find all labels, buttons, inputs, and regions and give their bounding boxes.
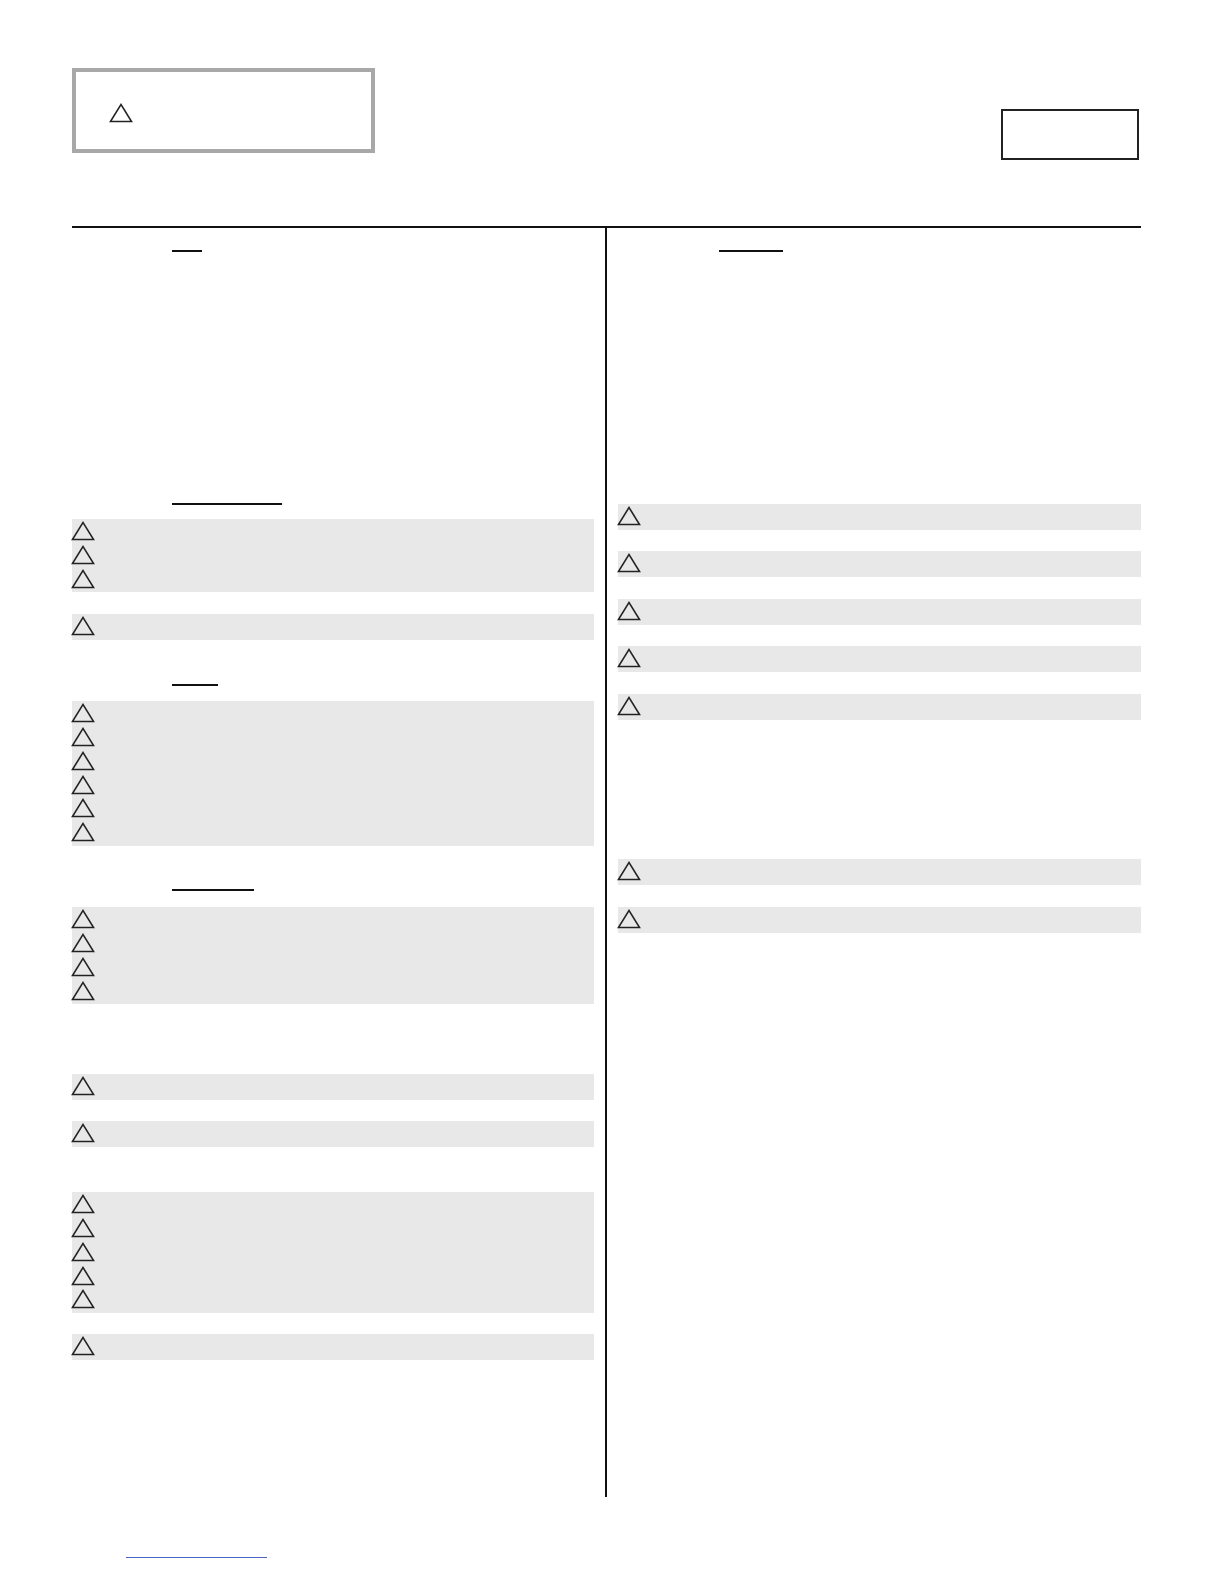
- section-heading-underline: [172, 684, 218, 686]
- warning-triangle-icon: [617, 648, 641, 668]
- section-heading-underline: [172, 503, 282, 505]
- warning-band: [72, 614, 594, 640]
- warning-triangle-icon: [617, 506, 641, 526]
- warning-triangle-icon: [109, 103, 133, 123]
- notice-box: [72, 68, 375, 153]
- warning-triangle-icon: [71, 521, 95, 541]
- warning-triangle-icon: [71, 1218, 95, 1238]
- warning-triangle-icon: [71, 957, 95, 977]
- warning-triangle-icon: [71, 909, 95, 929]
- warning-triangle-icon: [71, 1194, 95, 1214]
- warning-triangle-icon: [71, 1336, 95, 1356]
- warning-band: [72, 1074, 594, 1100]
- warning-band: [618, 859, 1141, 885]
- warning-band: [72, 907, 594, 1004]
- warning-triangle-icon: [71, 933, 95, 953]
- warning-triangle-icon: [71, 545, 95, 565]
- warning-triangle-icon: [71, 569, 95, 589]
- footer-link[interactable]: [126, 1557, 267, 1558]
- warning-triangle-icon: [617, 861, 641, 881]
- warning-band: [618, 551, 1141, 577]
- warning-band: [618, 907, 1141, 933]
- warning-triangle-icon: [71, 1266, 95, 1286]
- warning-triangle-icon: [617, 553, 641, 573]
- warning-band: [72, 519, 594, 592]
- identifier-box: [1001, 109, 1139, 160]
- section-heading-underline: [172, 889, 254, 891]
- warning-triangle-icon: [71, 981, 95, 1001]
- warning-triangle-icon: [71, 798, 95, 818]
- warning-triangle-icon: [71, 1289, 95, 1309]
- warning-band: [618, 504, 1141, 530]
- warning-triangle-icon: [71, 1123, 95, 1143]
- warning-band: [72, 1121, 594, 1147]
- warning-band: [618, 694, 1141, 720]
- section-heading-underline: [172, 250, 202, 252]
- warning-triangle-icon: [71, 1076, 95, 1096]
- warning-triangle-icon: [617, 696, 641, 716]
- warning-triangle-icon: [71, 775, 95, 795]
- warning-triangle-icon: [71, 1242, 95, 1262]
- section-heading-underline: [719, 250, 783, 252]
- warning-triangle-icon: [71, 822, 95, 842]
- warning-triangle-icon: [71, 616, 95, 636]
- warning-triangle-icon: [71, 727, 95, 747]
- warning-triangle-icon: [71, 703, 95, 723]
- warning-band: [72, 701, 594, 846]
- warning-triangle-icon: [71, 751, 95, 771]
- warning-band: [618, 646, 1141, 672]
- warning-band: [72, 1192, 594, 1313]
- column-divider: [605, 228, 607, 1497]
- warning-band: [618, 599, 1141, 625]
- warning-triangle-icon: [617, 601, 641, 621]
- warning-band: [72, 1334, 594, 1360]
- warning-triangle-icon: [617, 909, 641, 929]
